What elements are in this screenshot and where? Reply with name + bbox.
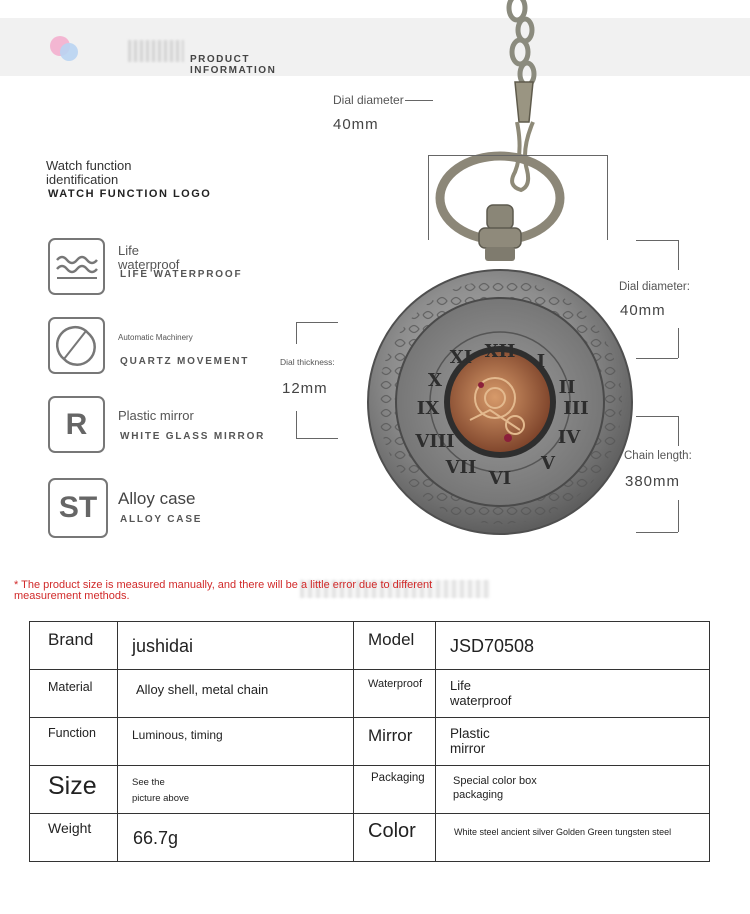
dial-width-line: [428, 155, 608, 156]
color-label: Color: [354, 814, 436, 862]
dial-thickness-value: 12mm: [282, 380, 328, 397]
chain-length-label: Chain length:: [624, 450, 692, 462]
svg-text:I: I: [536, 351, 546, 372]
dial-diameter-right-label: Dial diameter:: [619, 281, 690, 293]
dial-right-top-line: [636, 240, 678, 241]
feature-caption-alloy: ALLOY CASE: [120, 514, 203, 525]
thickness-top-line: [296, 322, 338, 323]
function-label: Function: [30, 718, 118, 766]
table-row: [30, 814, 710, 862]
weight-value: 66.7g: [118, 814, 354, 862]
brand-logo-icon-overlay: [60, 43, 78, 61]
dim-leader-line: [405, 100, 433, 101]
alloy-st-icon: ST: [58, 491, 98, 524]
model-value: JSD70508: [436, 622, 710, 670]
chain-top-line: [636, 416, 678, 417]
alloy-icon-box: [48, 478, 108, 538]
thickness-top-tick: [296, 322, 297, 344]
material-label: Material: [30, 670, 118, 718]
svg-text:XI: XI: [449, 347, 473, 368]
feature-label-waterproof: Life waterproof: [118, 243, 180, 272]
svg-text:III: III: [563, 398, 589, 419]
feature-caption-movement: QUARTZ MOVEMENT: [120, 356, 250, 367]
features-title-line1: Watch function: [46, 158, 132, 173]
svg-text:VII: VII: [445, 457, 477, 478]
size-value: See the picture above: [118, 766, 354, 814]
svg-text:VI: VI: [488, 468, 512, 489]
dial-right-bottom-tick: [678, 328, 679, 358]
packaging-label: Packaging: [354, 766, 436, 814]
color-value: White steel ancient silver Golden Green tungsten steel: [436, 814, 710, 862]
mirror-r-icon: R: [65, 407, 88, 441]
spec-table: [29, 621, 710, 862]
mirror-value: Plastic mirror: [436, 718, 710, 766]
table-row: [30, 622, 710, 670]
dial-diameter-top-label: Dial diameter: [333, 93, 404, 107]
svg-text:X: X: [428, 370, 442, 391]
svg-text:XII: XII: [484, 341, 516, 362]
svg-text:IX: IX: [416, 398, 440, 419]
dial-width-tick-right: [607, 155, 608, 240]
svg-text:IV: IV: [557, 427, 581, 448]
thickness-bottom-tick: [296, 411, 297, 439]
movement-icon-box: [48, 317, 105, 374]
size-label: Size: [30, 766, 118, 814]
pocket-watch-image: [365, 0, 635, 545]
table-row: [30, 718, 710, 766]
brand-value: jushidai: [118, 622, 354, 670]
feature-label-movement: Automatic Machinery: [118, 333, 193, 342]
dial-right-top-tick: [678, 240, 679, 270]
model-label: Model: [354, 622, 436, 670]
header-title-line2: INFORMATION: [190, 65, 277, 76]
feature-caption-mirror: WHITE GLASS MIRROR: [120, 431, 266, 442]
features-title-caption: WATCH FUNCTION LOGO: [48, 188, 212, 200]
feature-label-alloy: Alloy case: [118, 489, 196, 508]
waterproof-icon-box: [48, 238, 105, 295]
thickness-bottom-line: [296, 438, 338, 439]
mirror-label: Mirror: [354, 718, 436, 766]
chain-bottom-line: [636, 532, 678, 533]
waterproof-label: Waterproof: [354, 670, 436, 718]
dial-thickness-label: Dial thickness:: [280, 357, 335, 367]
dial-right-bottom-line: [636, 358, 678, 359]
svg-text:V: V: [541, 453, 555, 474]
svg-text:II: II: [558, 377, 576, 398]
feature-label-mirror: Plastic mirror: [118, 408, 194, 423]
measurement-note-line2: measurement methods.: [14, 590, 130, 602]
weight-label: Weight: [30, 814, 118, 862]
svg-text:VIII: VIII: [415, 431, 455, 452]
brand-label: Brand: [30, 622, 118, 670]
features-title-line2: identification: [46, 172, 119, 187]
material-value: Alloy shell, metal chain: [118, 670, 354, 718]
waterproof-value: Life waterproof: [436, 670, 710, 718]
dial-diameter-right-value: 40mm: [620, 302, 666, 319]
chain-bottom-tick: [678, 500, 679, 532]
table-row: [30, 766, 710, 814]
dial-width-tick-left: [428, 155, 429, 240]
mirror-icon-box: [48, 396, 105, 453]
packaging-value: Special color box packaging: [436, 766, 710, 814]
function-value: Luminous, timing: [118, 718, 354, 766]
waves-icon: [55, 252, 99, 282]
chain-top-tick: [678, 416, 679, 446]
measurement-note-line1: * The product size is measured manually, and there will be a little error due to different: [14, 579, 433, 591]
dial-diameter-top-value: 40mm: [333, 116, 379, 133]
header-title-line1: PRODUCT: [190, 54, 250, 65]
blurred-logo-text: [128, 40, 184, 62]
chain-length-value: 380mm: [625, 473, 681, 490]
movement-icon: [56, 325, 98, 367]
feature-caption-waterproof: LIFE WATERPROOF: [120, 269, 243, 280]
table-row: [30, 670, 710, 718]
